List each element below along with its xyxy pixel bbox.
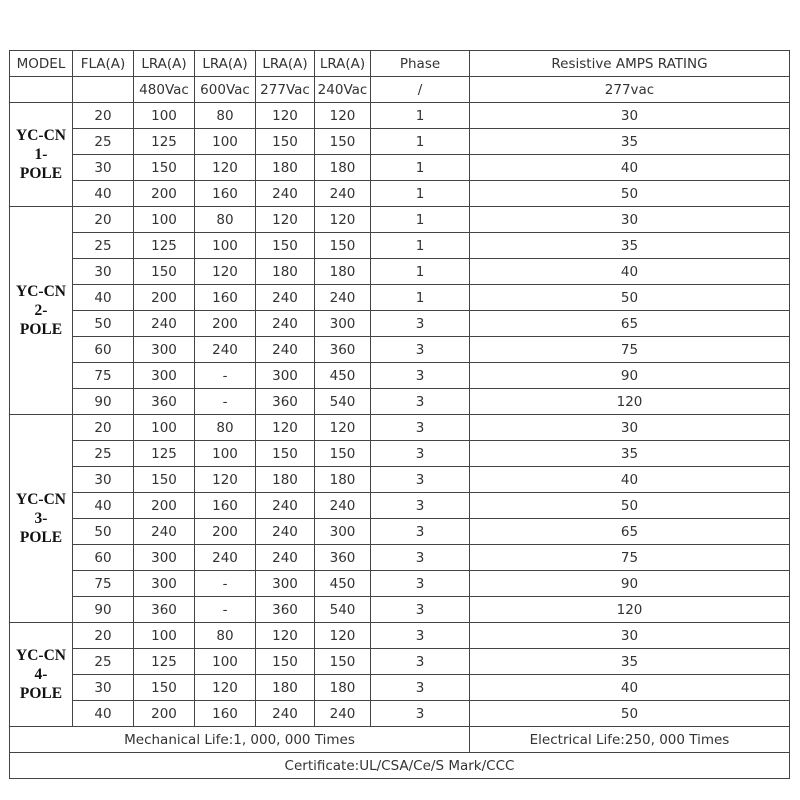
- cell-lra-600: -: [195, 571, 256, 597]
- cell-lra-277: 240: [256, 285, 315, 311]
- cell-rating: 35: [470, 441, 790, 467]
- mechanical-life: Mechanical Life:1, 000, 000 Times: [10, 727, 470, 753]
- subheader-voltage-277: 277Vac: [256, 77, 315, 103]
- certificate: Certificate:UL/CSA/Ce/S Mark/CCC: [10, 753, 790, 779]
- cell-phase: 3: [371, 571, 470, 597]
- cell-lra-277: 150: [256, 129, 315, 155]
- model-cell: [10, 415, 73, 623]
- table-row: [10, 311, 790, 337]
- cell-lra-480: 150: [134, 675, 195, 701]
- cell-lra-600: -: [195, 389, 256, 415]
- cell-lra-480: 100: [134, 623, 195, 649]
- cell-lra-277: 120: [256, 207, 315, 233]
- cell-lra-240: 150: [315, 233, 371, 259]
- model-line: POLE: [19, 685, 63, 702]
- cell-lra-277: 300: [256, 363, 315, 389]
- cell-rating: 50: [470, 493, 790, 519]
- cell-lra-600: 120: [195, 259, 256, 285]
- table-row: [10, 519, 790, 545]
- cell-lra-240: 240: [315, 493, 371, 519]
- header-lra-240: LRA(A): [315, 51, 371, 77]
- cell-lra-277: 240: [256, 701, 315, 727]
- cell-lra-480: 240: [134, 311, 195, 337]
- table-row: [10, 623, 790, 649]
- cell-lra-600: 80: [195, 415, 256, 441]
- table-row: [10, 337, 790, 363]
- cell-rating: 65: [470, 519, 790, 545]
- cell-phase: 3: [371, 701, 470, 727]
- subheader-row: [10, 77, 790, 103]
- header-row: [10, 51, 790, 77]
- cell-lra-600: 240: [195, 337, 256, 363]
- cell-fla: 40: [73, 285, 134, 311]
- cell-fla: 60: [73, 545, 134, 571]
- cell-rating: 50: [470, 285, 790, 311]
- cell-phase: 3: [371, 675, 470, 701]
- cell-rating: 120: [470, 389, 790, 415]
- cell-phase: 1: [371, 207, 470, 233]
- cell-lra-240: 540: [315, 597, 371, 623]
- cell-lra-600: 80: [195, 207, 256, 233]
- cell-rating: 35: [470, 649, 790, 675]
- cell-lra-480: 100: [134, 207, 195, 233]
- cell-lra-600: 100: [195, 441, 256, 467]
- table-row: [10, 441, 790, 467]
- cell-lra-240: 150: [315, 441, 371, 467]
- life-row: [10, 727, 790, 753]
- cell-lra-480: 100: [134, 103, 195, 129]
- model-cell: [10, 207, 73, 415]
- subheader-empty: [73, 77, 134, 103]
- cell-lra-277: 180: [256, 155, 315, 181]
- cell-rating: 50: [470, 701, 790, 727]
- cell-lra-600: 160: [195, 493, 256, 519]
- cell-rating: 35: [470, 129, 790, 155]
- cell-phase: 1: [371, 129, 470, 155]
- cell-fla: 20: [73, 103, 134, 129]
- cell-rating: 120: [470, 597, 790, 623]
- cell-lra-277: 240: [256, 545, 315, 571]
- cell-fla: 40: [73, 701, 134, 727]
- cell-lra-480: 300: [134, 337, 195, 363]
- cell-phase: 1: [371, 181, 470, 207]
- cell-lra-480: 125: [134, 233, 195, 259]
- cell-lra-240: 360: [315, 337, 371, 363]
- cell-lra-277: 360: [256, 597, 315, 623]
- cell-lra-480: 200: [134, 181, 195, 207]
- header-rating: Resistive AMPS RATING: [470, 51, 790, 77]
- subheader-phase: /: [371, 77, 470, 103]
- table-row: [10, 493, 790, 519]
- cell-fla: 25: [73, 129, 134, 155]
- cell-rating: 30: [470, 207, 790, 233]
- cell-fla: 50: [73, 519, 134, 545]
- table-row: [10, 571, 790, 597]
- table-row: [10, 233, 790, 259]
- cell-lra-480: 360: [134, 389, 195, 415]
- subheader-rating-voltage: 277vac: [470, 77, 790, 103]
- cell-rating: 90: [470, 571, 790, 597]
- cell-lra-277: 240: [256, 493, 315, 519]
- cell-rating: 90: [470, 363, 790, 389]
- cell-lra-277: 150: [256, 441, 315, 467]
- table-row: [10, 415, 790, 441]
- cell-rating: 30: [470, 623, 790, 649]
- table-row: [10, 285, 790, 311]
- cell-phase: 3: [371, 467, 470, 493]
- cell-lra-480: 360: [134, 597, 195, 623]
- cell-lra-600: 100: [195, 233, 256, 259]
- table-row: [10, 701, 790, 727]
- model-line: POLE: [19, 321, 63, 338]
- cell-lra-480: 150: [134, 155, 195, 181]
- cell-lra-480: 200: [134, 285, 195, 311]
- cell-lra-240: 540: [315, 389, 371, 415]
- cell-rating: 40: [470, 675, 790, 701]
- table-row: [10, 259, 790, 285]
- spec-table: [9, 50, 790, 779]
- cell-fla: 75: [73, 363, 134, 389]
- cell-lra-240: 150: [315, 649, 371, 675]
- table-row: [10, 389, 790, 415]
- cell-lra-600: 160: [195, 701, 256, 727]
- table-row: [10, 545, 790, 571]
- cell-phase: 1: [371, 233, 470, 259]
- model-line: POLE: [19, 165, 63, 182]
- cell-rating: 50: [470, 181, 790, 207]
- cell-rating: 40: [470, 467, 790, 493]
- cell-lra-480: 125: [134, 129, 195, 155]
- header-model: MODEL: [10, 51, 73, 77]
- cell-lra-277: 120: [256, 415, 315, 441]
- cell-phase: 3: [371, 337, 470, 363]
- cell-lra-277: 150: [256, 233, 315, 259]
- table-row: [10, 467, 790, 493]
- cell-lra-277: 120: [256, 103, 315, 129]
- cell-lra-277: 180: [256, 467, 315, 493]
- cell-lra-600: 80: [195, 623, 256, 649]
- cell-lra-600: -: [195, 363, 256, 389]
- cell-fla: 90: [73, 597, 134, 623]
- cell-phase: 1: [371, 285, 470, 311]
- cell-phase: 1: [371, 103, 470, 129]
- cell-lra-240: 450: [315, 363, 371, 389]
- cell-lra-480: 300: [134, 571, 195, 597]
- cell-lra-480: 150: [134, 467, 195, 493]
- cell-lra-480: 200: [134, 701, 195, 727]
- cell-lra-600: 200: [195, 519, 256, 545]
- cell-lra-277: 240: [256, 519, 315, 545]
- cell-lra-240: 180: [315, 467, 371, 493]
- table-row: [10, 597, 790, 623]
- cell-phase: 3: [371, 415, 470, 441]
- cell-lra-240: 150: [315, 129, 371, 155]
- cell-phase: 3: [371, 363, 470, 389]
- cell-lra-240: 180: [315, 675, 371, 701]
- cell-lra-277: 180: [256, 259, 315, 285]
- table-row: [10, 207, 790, 233]
- cell-fla: 20: [73, 415, 134, 441]
- table-row: [10, 129, 790, 155]
- cell-fla: 30: [73, 155, 134, 181]
- cell-lra-240: 240: [315, 285, 371, 311]
- cell-lra-480: 150: [134, 259, 195, 285]
- table-row: [10, 363, 790, 389]
- table-row: [10, 103, 790, 129]
- cell-lra-277: 300: [256, 571, 315, 597]
- cell-lra-480: 300: [134, 545, 195, 571]
- table-body: [10, 103, 790, 727]
- cell-lra-600: 160: [195, 181, 256, 207]
- model-line: YC-CN: [16, 283, 66, 300]
- cell-rating: 40: [470, 155, 790, 181]
- model-line: YC-CN: [16, 127, 66, 144]
- cell-lra-480: 200: [134, 493, 195, 519]
- cell-phase: 3: [371, 519, 470, 545]
- cell-lra-240: 180: [315, 155, 371, 181]
- cell-lra-480: 125: [134, 649, 195, 675]
- subheader-voltage-240: 240Vac: [315, 77, 371, 103]
- cell-lra-240: 120: [315, 415, 371, 441]
- header-fla: FLA(A): [73, 51, 134, 77]
- table-row: [10, 649, 790, 675]
- cell-fla: 25: [73, 649, 134, 675]
- subheader-empty: [10, 77, 73, 103]
- cell-lra-240: 300: [315, 311, 371, 337]
- cell-fla: 25: [73, 441, 134, 467]
- model-cell: [10, 103, 73, 207]
- cell-lra-600: 120: [195, 467, 256, 493]
- table-row: [10, 675, 790, 701]
- cell-lra-480: 125: [134, 441, 195, 467]
- cell-phase: 3: [371, 545, 470, 571]
- cell-lra-240: 300: [315, 519, 371, 545]
- certificate-row: [10, 753, 790, 779]
- model-line: YC-CN: [16, 491, 66, 508]
- cell-fla: 30: [73, 675, 134, 701]
- cell-fla: 20: [73, 623, 134, 649]
- header-lra-600: LRA(A): [195, 51, 256, 77]
- cell-fla: 40: [73, 493, 134, 519]
- model-line: POLE: [19, 529, 63, 546]
- cell-lra-480: 300: [134, 363, 195, 389]
- cell-fla: 75: [73, 571, 134, 597]
- cell-lra-277: 120: [256, 623, 315, 649]
- cell-rating: 40: [470, 259, 790, 285]
- cell-lra-600: 100: [195, 129, 256, 155]
- cell-phase: 3: [371, 389, 470, 415]
- cell-lra-600: 120: [195, 155, 256, 181]
- cell-rating: 65: [470, 311, 790, 337]
- cell-lra-240: 360: [315, 545, 371, 571]
- cell-fla: 30: [73, 467, 134, 493]
- subheader-voltage-480: 480Vac: [134, 77, 195, 103]
- cell-lra-600: 80: [195, 103, 256, 129]
- cell-lra-240: 180: [315, 259, 371, 285]
- cell-lra-240: 120: [315, 207, 371, 233]
- cell-lra-240: 240: [315, 701, 371, 727]
- cell-lra-277: 240: [256, 337, 315, 363]
- cell-phase: 3: [371, 623, 470, 649]
- model-line: 3-: [34, 510, 48, 527]
- cell-fla: 40: [73, 181, 134, 207]
- cell-fla: 60: [73, 337, 134, 363]
- cell-lra-240: 240: [315, 181, 371, 207]
- cell-lra-600: 240: [195, 545, 256, 571]
- cell-lra-480: 100: [134, 415, 195, 441]
- cell-fla: 30: [73, 259, 134, 285]
- cell-phase: 1: [371, 259, 470, 285]
- header-phase: Phase: [371, 51, 470, 77]
- electrical-life: Electrical Life:250, 000 Times: [470, 727, 790, 753]
- cell-lra-600: 120: [195, 675, 256, 701]
- cell-phase: 3: [371, 597, 470, 623]
- header-lra-277: LRA(A): [256, 51, 315, 77]
- cell-lra-600: 160: [195, 285, 256, 311]
- cell-phase: 3: [371, 311, 470, 337]
- header-lra-480: LRA(A): [134, 51, 195, 77]
- cell-lra-277: 180: [256, 675, 315, 701]
- model-line: 1-: [34, 146, 48, 163]
- model-cell: [10, 623, 73, 727]
- model-line: 4-: [34, 666, 48, 683]
- cell-rating: 30: [470, 103, 790, 129]
- cell-lra-277: 240: [256, 311, 315, 337]
- cell-fla: 50: [73, 311, 134, 337]
- model-line: YC-CN: [16, 647, 66, 664]
- cell-lra-600: -: [195, 597, 256, 623]
- subheader-voltage-600: 600Vac: [195, 77, 256, 103]
- cell-lra-240: 120: [315, 103, 371, 129]
- cell-phase: 3: [371, 441, 470, 467]
- model-line: 2-: [34, 302, 48, 319]
- cell-lra-600: 100: [195, 649, 256, 675]
- cell-lra-240: 450: [315, 571, 371, 597]
- cell-phase: 3: [371, 649, 470, 675]
- table-row: [10, 181, 790, 207]
- cell-phase: 1: [371, 155, 470, 181]
- cell-lra-240: 120: [315, 623, 371, 649]
- cell-phase: 3: [371, 493, 470, 519]
- cell-lra-277: 150: [256, 649, 315, 675]
- cell-fla: 90: [73, 389, 134, 415]
- cell-fla: 20: [73, 207, 134, 233]
- cell-lra-600: 200: [195, 311, 256, 337]
- cell-fla: 25: [73, 233, 134, 259]
- cell-rating: 75: [470, 545, 790, 571]
- cell-rating: 30: [470, 415, 790, 441]
- cell-lra-277: 240: [256, 181, 315, 207]
- cell-lra-480: 240: [134, 519, 195, 545]
- cell-rating: 35: [470, 233, 790, 259]
- table-row: [10, 155, 790, 181]
- cell-rating: 75: [470, 337, 790, 363]
- cell-lra-277: 360: [256, 389, 315, 415]
